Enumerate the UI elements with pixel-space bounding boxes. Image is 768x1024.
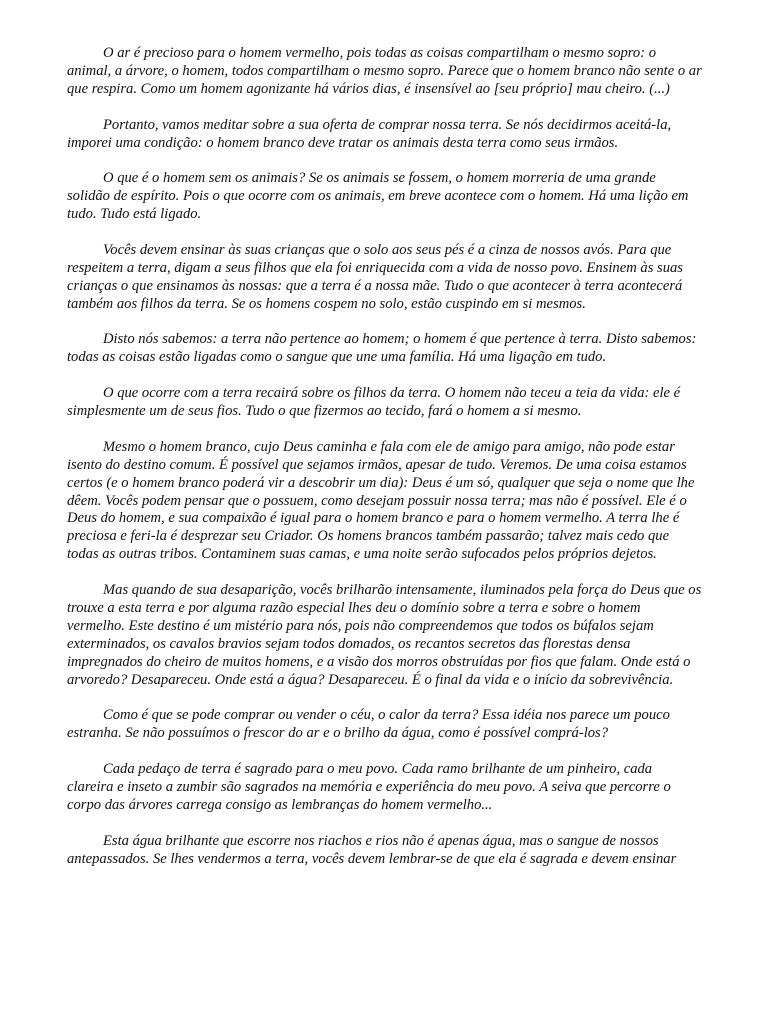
paragraph-2: Portanto, vamos meditar sobre a sua oferta de comprar nossa terra. Se nós decidirmos aceitá-la, imporei uma condição: o homem branco deve tratar os animais desta terra como seus irmãos. <box>67 116 672 151</box>
paragraph-7: Mesmo o homem branco, cujo Deus caminha e fala com ele de amigo para amigo, não pode estar isento do destino comum. É possível que sejamos irmãos, apesar de tudo. Veremos. De uma coisa estamos certos (e o homem branco poderá vir a descobrir um dia): Deus é um só, qualquer que seja o nome que lhe dêem. Vocês podem pensar que o possuem, como desejam possuir nossa terra; mas não é possível. Ele é o Deus do homem, e sua compaixão é igual para o homem branco e para o homem vermelho. A terra lhe é preciosa e feri-la é desprezar seu Criador. Os homens brancos também passarão; talvez mais cedo que todas as outras tribos. Contaminem suas camas, e uma noite serão sufocados pelos próprios dejetos. <box>67 438 695 563</box>
paragraph-10: Cada pedaço de terra é sagrado para o meu povo. Cada ramo brilhante de um pinheiro, cada clareira e inseto a zumbir são sagrados na memória e experiência do meu povo. A seiva que percorre o corpo das árvores carrega consigo as lembranças do homem vermelho... <box>67 761 671 813</box>
paragraph-4: Vocês devem ensinar às suas crianças que o solo aos seus pés é a cinza de nossos avós. Para que respeitem a terra, digam a seus filhos que ela foi enriquecida com a vida de nosso povo. Ensinem às suas crianças o que ensinamos às nossas: que a terra é a nossa mãe. Tudo o que acontecer à terra acontecerá também aos filhos da terra. Se os homens cospem no solo, estão cuspindo em si mesmos. <box>67 241 683 312</box>
paragraph-3: O que é o homem sem os animais? Se os animais se fossem, o homem morreria de uma grande solidão de espírito. Pois o que ocorre com os animais, em breve acontece com o homem. Há uma lição em tudo. Tudo está ligado. <box>67 170 689 223</box>
paragraph-6: O que ocorre com a terra recairá sobre os filhos da terra. O homem não teceu a teia da vida: ele é simplesmente um de seus fios. Tudo o que fizermos ao tecido, fará o homem a si mesmo. <box>67 385 681 420</box>
paragraph-9: Como é que se pode comprar ou vender o céu, o calor da terra? Essa idéia nos parece um pouco estranha. Se não possuímos o frescor do ar e o brilho da água, como é possível comprá-los? <box>67 707 670 742</box>
paragraph-1: O ar é precioso para o homem vermelho, pois todas as coisas compartilham o mesmo sopro: o animal, a árvore, o homem, todos compartilham o mesmo sopro. Parece que o homem branco não sente o ar que respira. Como um homem agonizante há vários dias, é insensível ao [seu próprio] mau cheiro. (...) <box>67 45 702 97</box>
paragraph-5: Disto nós sabemos: a terra não pertence ao homem; o homem é que pertence à terra. Disto sabemos: todas as coisas estão ligadas como o sangue que une uma família. Há uma ligação em tudo. <box>67 331 697 366</box>
paragraph-8: Mas quando de sua desaparição, vocês brilharão intensamente, iluminados pela força do Deus que os trouxe a esta terra e por alguma razão especial lhes deu o domínio sobre a terra e sobre o homem vermelho. Este destino é um mistério para nós, pois não compreendemos que todos os búfalos sejam exterminados, os cavalos bravios sejam todos domados, os recantos secretos das florestas densa impregnados do cheiro de muitos homens, e a visão dos morros obstruídas por fios que falam. Onde está o arvoredo? Desapareceu. Onde está a água? Desapareceu. É o final da vida e o início da sobrevivência. <box>67 582 702 688</box>
paragraph-11: Esta água brilhante que escorre nos riachos e rios não é apenas água, mas o sangue de nossos antepassados. Se lhes vendermos a terra, vocês devem lembrar-se de que ela é sagrada e devem ensinar <box>67 832 677 867</box>
